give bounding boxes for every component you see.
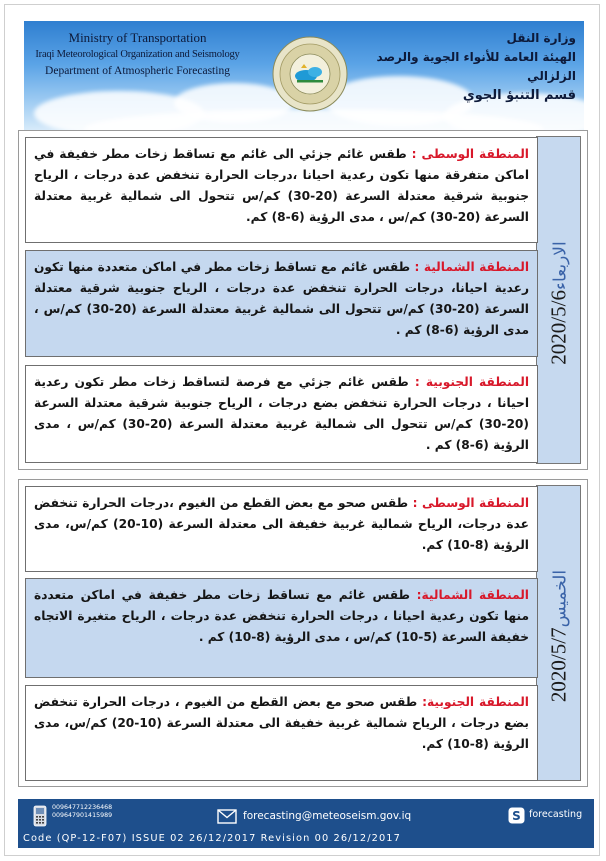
region-title: المنطقة الوسطى : bbox=[411, 147, 529, 161]
phone-number-1[interactable]: 009647712236468 bbox=[52, 804, 113, 811]
organization-name-ar: الهيئة العامة للأنواء الجوية والرصد الزلزالي bbox=[376, 50, 576, 83]
region-forecast-text: طقس غائم جزئي الى غائم مع تساقط زخات مطر خفيفة في اماكن متفرقة منها تكون رعدية احيانا ،درجات الحرارة تنخفض عدة درجات ، الرياح جنوبية شرقية معتدلة السرعة (20-30) كم/س تتحول الى شمالية غربية معتدلة السرعة (20-30) كم/س ، مدى الرؤية (6-8) كم. bbox=[34, 147, 529, 224]
region-card-central-day-1 bbox=[25, 137, 538, 243]
ministry-name-en: Ministry of Transportation bbox=[68, 30, 207, 45]
svg-text:S: S bbox=[512, 809, 521, 823]
forecast-date: 2020/5/7 bbox=[546, 627, 570, 703]
day-name: الاربعاء bbox=[550, 241, 570, 291]
date-bar-day-1 bbox=[536, 136, 581, 464]
region-title: المنطقة الجنوبية : bbox=[414, 375, 529, 389]
region-card-north-day-2 bbox=[25, 578, 538, 678]
organization-logo bbox=[271, 35, 349, 113]
department-name-ar: قسم التنبؤ الجوي bbox=[462, 88, 576, 103]
header-english-block bbox=[30, 29, 245, 80]
forecast-day-2 bbox=[18, 479, 588, 787]
date-bar-day-2 bbox=[536, 485, 581, 781]
skype-icon bbox=[508, 807, 525, 824]
region-title: المنطقة الوسطى : bbox=[412, 496, 529, 510]
skype-handle[interactable]: forecasting bbox=[529, 809, 583, 820]
phone-number-2[interactable]: 009647901415989 bbox=[52, 812, 113, 819]
organization-name-en: Iraqi Meteorological Organization and Seismology bbox=[35, 49, 240, 60]
region-forecast-text: طقس غائم مع تساقط زخات مطر خفيفة في اماكن متعددة منها تكون رعدية احيانا ، درجات الحرارة تنخفض عدة درجات ، الرياح متغيرة الاتجاه خفيفة السرعة (5-10) كم/س ، مدى الرؤية (8-10) كم . bbox=[34, 588, 529, 644]
region-title: المنطقة الشمالية: bbox=[416, 588, 529, 602]
email-icon bbox=[217, 809, 237, 824]
region-forecast-text: طقس غائم جزئي مع فرصة لتساقط زخات مطر تكون رعدية احيانا ، درجات الحرارة تنخفض بضع درجات ، الرياح جنوبية شرقية معتدلة السرعة (20-30) كم/س تتحول الى شمالية غربية معتدلة السرعة (20-30) كم/س ، مدى الرؤية (6-8) كم . bbox=[34, 375, 529, 452]
forecast-day-1 bbox=[18, 130, 588, 470]
region-card-south-day-2 bbox=[25, 685, 538, 781]
phone-numbers bbox=[52, 804, 112, 820]
department-name-en: Department of Atmospheric Forecasting bbox=[45, 65, 230, 77]
region-forecast-text: طقس صحو مع بعض القطع من الغيوم ،درجات الحرارة تنخفض عدة درجات، الرياح شمالية غربية خفيفة الى معتدلة السرعة (10-20) كم/س، مدى الرؤية (8-10) كم. bbox=[34, 496, 529, 552]
forecast-date: 2020/5/6 bbox=[546, 290, 570, 365]
header-banner bbox=[24, 21, 584, 134]
region-forecast-text: طقس صحو مع بعض القطع من الغيوم ، درجات الحرارة تنخفض بضع درجات ، الرياح شمالية غربية خفيفة الى معتدلة السرعة (10-20) كم/س، مدى الرؤية (8-10) كم. bbox=[34, 695, 529, 751]
region-forecast-text: طقس غائم مع تساقط زخات مطر في اماكن متعددة منها تكون رعدية احيانا، درجات الحرارة تنخفض عدة درجات ، الرياح جنوبية شرقية معتدلة السرعة (20-30) كم/س تتحول الى شمالية غربية معتدلة السرعة (20-30) كم/س ، مدى الرؤية (6-8) كم . bbox=[34, 260, 529, 337]
document-code: Code (QP-12-F07) ISSUE 02 26/12/2017 Revision 00 26/12/2017 bbox=[23, 833, 401, 844]
region-card-central-day-2 bbox=[25, 486, 538, 572]
header-arabic-block bbox=[376, 29, 576, 105]
region-card-south-day-1 bbox=[25, 365, 538, 463]
footer-bar bbox=[18, 799, 594, 848]
day-name: الخميس bbox=[550, 569, 570, 628]
email-address[interactable]: forecasting@meteoseism.gov.iq bbox=[243, 810, 412, 822]
ministry-name-ar: وزارة النقل bbox=[506, 31, 576, 45]
mobile-phone-icon bbox=[32, 805, 48, 827]
region-title: المنطقة الجنوبية: bbox=[422, 695, 529, 709]
region-card-north-day-1 bbox=[25, 250, 538, 357]
region-title: المنطقة الشمالية : bbox=[414, 260, 530, 274]
